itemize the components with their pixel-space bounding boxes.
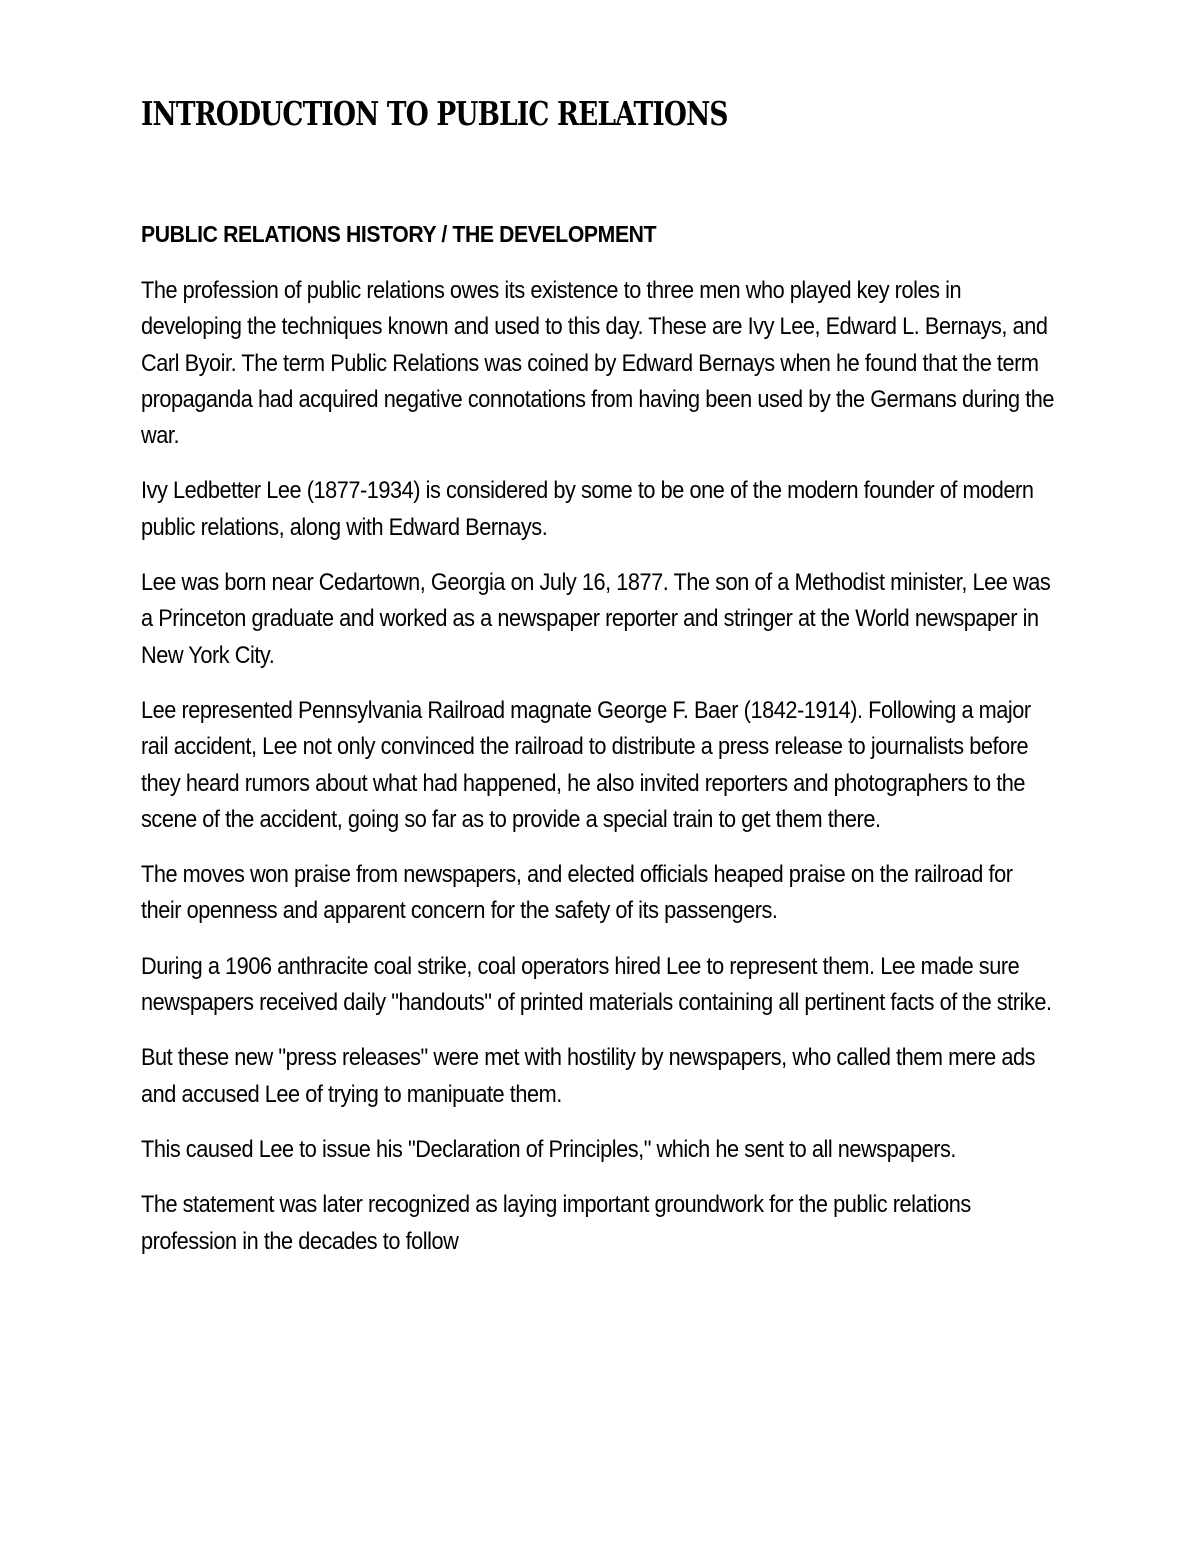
paragraph: This caused Lee to issue his "Declaration of Principles," which he sent to all newspapers. <box>141 1135 956 1163</box>
paragraph: The statement was later recognized as laying important groundwork for the public relations profession in the decades to follow <box>141 1191 971 1255</box>
paragraph: Ivy Ledbetter Lee (1877-1934) is considered by some to be one of the modern founder of modern public relations, along with Edward Bernays. <box>141 477 1034 541</box>
paragraph: During a 1906 anthracite coal strike, coal operators hired Lee to represent them. Lee made sure newspapers received daily "handouts" of printed materials containing all pertinent facts of the strike. <box>141 952 1052 1017</box>
paragraph: The profession of public relations owes its existence to three men who played key roles in developing the techniques known and used to this day. These are Ivy Lee, Edward L. Bernays, and Carl Byoir. The term Public Relations was coined by Edward Bernays when he found that the term propaganda had acquired negative connotations from having been used by the Germans during the war. <box>141 277 1055 450</box>
paragraph: Lee represented Pennsylvania Railroad magnate George F. Baer (1842-1914). Following a major rail accident, Lee not only convinced the railroad to distribute a press release to journalists before they heard rumors about what had happened, he also invited reporters and photographers to the scene of the accident, going so far as to provide a special train to get them there. <box>141 696 1031 833</box>
paragraph: But these new "press releases" were met with hostility by newspapers, who called them mere ads and accused Lee of trying to manipuate them. <box>141 1044 1036 1108</box>
paragraph: Lee was born near Cedartown, Georgia on July 16, 1877. The son of a Methodist minister, Lee was a Princeton graduate and worked as a newspaper reporter and stringer at the World newspaper in New York City. <box>141 569 1051 669</box>
paragraph: The moves won praise from newspapers, and elected officials heaped praise on the railroad for their openness and apparent concern for the safety of its passengers. <box>141 861 1013 925</box>
document-title: INTRODUCTION TO PUBLIC RELATIONS <box>141 94 728 133</box>
section-heading: PUBLIC RELATIONS HISTORY / THE DEVELOPMENT <box>141 221 657 247</box>
document-body <box>141 273 1055 1279</box>
